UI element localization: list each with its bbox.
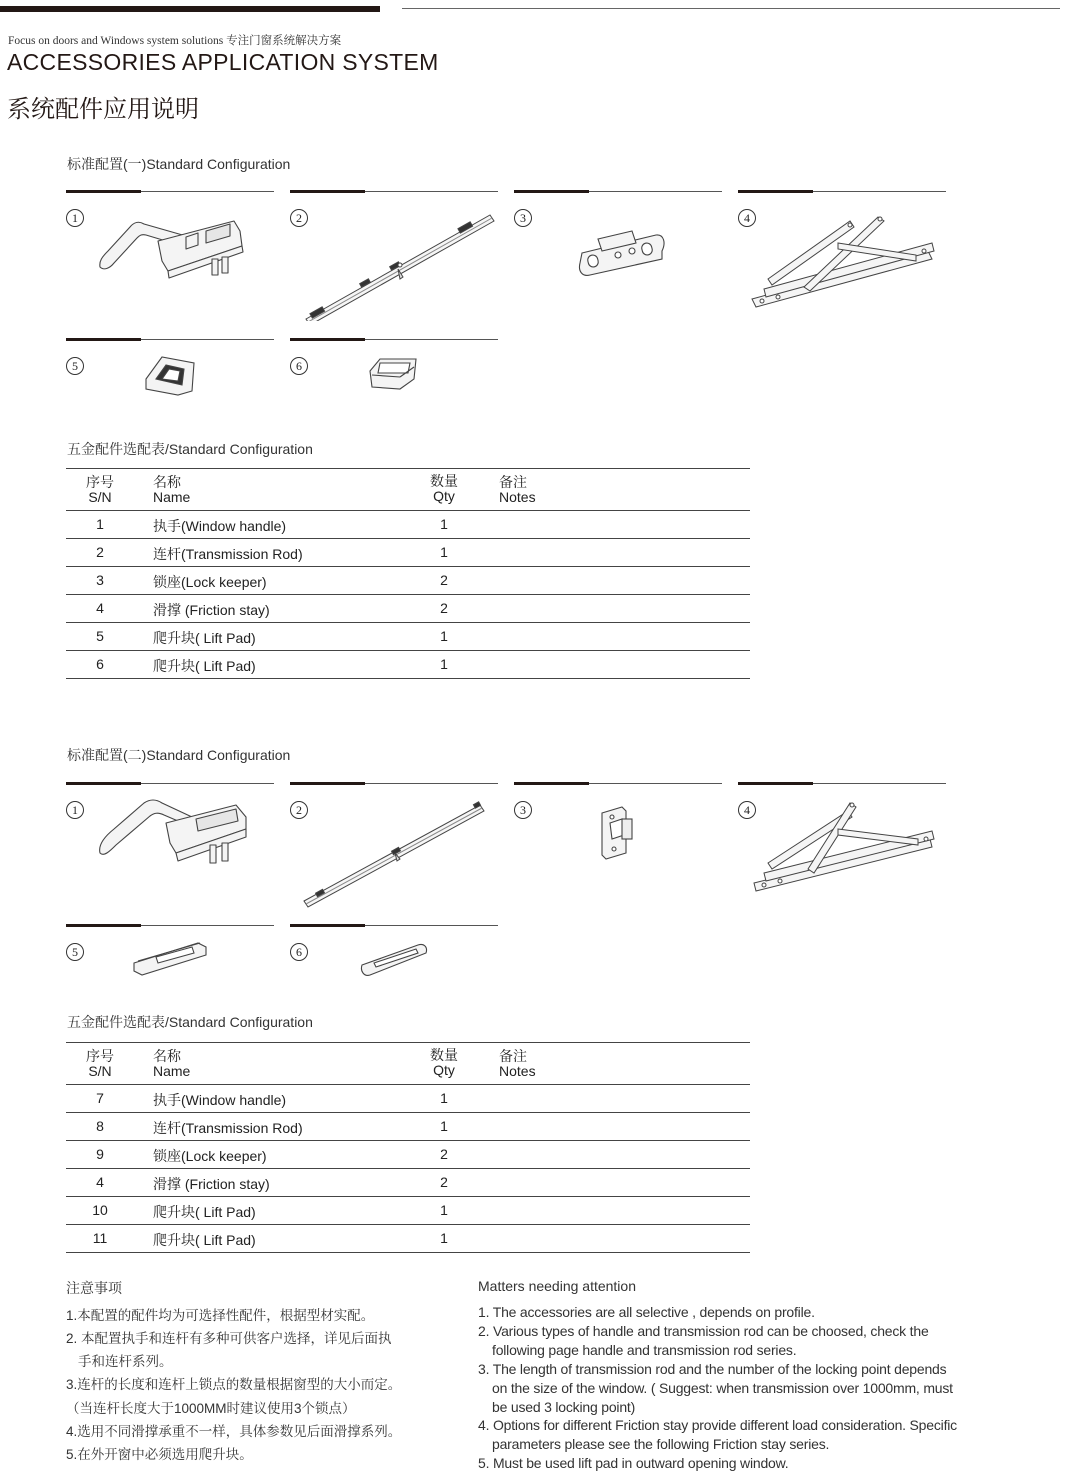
header-notes-zh: 备注 — [499, 1048, 527, 1064]
cell-name: 滑撑 (Friction stay) — [153, 602, 270, 618]
header-name-en: Name — [153, 1063, 191, 1079]
part-cell-1 — [66, 783, 274, 913]
note-en-line: 1. The accessories are all selective , depends on profile. — [478, 1304, 815, 1320]
config-label-2: 标准配置(二)Standard Configuration — [67, 747, 291, 763]
table-label-2: 五金配件选配表/Standard Configuration — [67, 1014, 313, 1030]
table-row — [66, 1225, 750, 1253]
header-sn-zh: 序号 — [86, 474, 114, 490]
table-label-1: 五金配件选配表/Standard Configuration — [67, 441, 313, 457]
header-qty-zh: 数量 — [430, 1047, 458, 1063]
table-row — [66, 595, 750, 623]
header-rule-thin — [402, 8, 1060, 9]
note-en-line: parameters please see the following Friction stay series. — [492, 1436, 830, 1452]
window-handle-icon — [66, 191, 274, 321]
table-header — [66, 1042, 750, 1085]
header-sn-zh: 序号 — [86, 1048, 114, 1064]
note-en-line: on the size of the window. ( Suggest: when transmission over 1000mm, must — [492, 1380, 953, 1396]
cell-sn: 7 — [96, 1090, 104, 1106]
part-cell-4 — [738, 783, 946, 913]
cell-name: 锁座(Lock keeper) — [153, 574, 267, 590]
header-qty-en: Qty — [433, 1062, 455, 1078]
part-number: 4 — [738, 801, 756, 819]
part-number: 5 — [66, 943, 84, 961]
cell-qty: 1 — [440, 1230, 448, 1246]
cell-qty: 2 — [440, 572, 448, 588]
config-table-1 — [66, 468, 750, 679]
part-cell-3 — [514, 191, 722, 321]
cell-name: 爬升块( Lift Pad) — [153, 1232, 256, 1248]
cell-qty: 1 — [440, 656, 448, 672]
part-cell-3 — [514, 783, 722, 913]
table-row — [66, 1113, 750, 1141]
table-row — [66, 1197, 750, 1225]
header-sn-en: S/N — [88, 489, 112, 505]
note-en-line: 3. The length of transmission rod and the number of the locking point depends — [478, 1361, 947, 1377]
part-number: 2 — [290, 801, 308, 819]
transmission-rod-icon — [290, 191, 498, 321]
cell-sn: 4 — [96, 1174, 104, 1190]
header-qty-en: Qty — [433, 488, 455, 504]
cell-qty: 1 — [440, 516, 448, 532]
header-qty-zh: 数量 — [430, 473, 458, 489]
cell-qty: 2 — [440, 1174, 448, 1190]
config-label-1: 标准配置(一)Standard Configuration — [67, 156, 291, 172]
note-en-line: 4. Options for different Friction stay provide different load consideration. Specific — [478, 1417, 957, 1433]
transmission-rod-icon — [290, 783, 498, 913]
cell-name: 连杆(Transmission Rod) — [153, 546, 303, 562]
header-name-zh: 名称 — [153, 474, 181, 490]
lift-pad-icon — [290, 925, 498, 985]
part-number: 2 — [290, 209, 308, 227]
cell-name: 爬升块( Lift Pad) — [153, 1204, 256, 1220]
notes-title-en: Matters needing attention — [478, 1278, 636, 1294]
lift-pad-icon — [66, 925, 274, 985]
window-handle-icon — [66, 783, 274, 913]
cell-sn: 3 — [96, 572, 104, 588]
part-cell-6 — [290, 339, 498, 469]
part-number: 4 — [738, 209, 756, 227]
cell-name: 爬升块( Lift Pad) — [153, 630, 256, 646]
part-number: 1 — [66, 209, 84, 227]
cell-name: 爬升块( Lift Pad) — [153, 658, 256, 674]
cell-sn: 8 — [96, 1118, 104, 1134]
note-en-line: 5. Must be used lift pad in outward opening window. — [478, 1455, 789, 1471]
cell-sn: 4 — [96, 600, 104, 616]
lock-keeper-icon — [514, 191, 722, 321]
header-notes-en: Notes — [499, 489, 536, 505]
cell-sn: 2 — [96, 544, 104, 560]
table-row — [66, 511, 750, 539]
cell-name: 执手(Window handle) — [153, 1092, 287, 1108]
note-en-line: following page handle and transmission rod series. — [492, 1342, 797, 1358]
part-cell-4 — [738, 191, 946, 321]
part-number: 1 — [66, 801, 84, 819]
note-zh-line: 4.选用不同滑撑承重不一样，具体参数见后面滑撑系列。 — [66, 1424, 402, 1439]
note-zh-line: 5.在外开窗中必须选用爬升块。 — [66, 1447, 253, 1462]
note-zh-line: （当连杆长度大于1000MM时建议使用3个锁点） — [66, 1401, 356, 1416]
cell-sn: 11 — [92, 1230, 108, 1246]
part-cell-1 — [66, 191, 274, 321]
part-cell-5 — [66, 925, 274, 1055]
cell-name: 连杆(Transmission Rod) — [153, 1120, 303, 1136]
cell-name: 滑撑 (Friction stay) — [153, 1176, 270, 1192]
page-title-zh: 系统配件应用说明 — [7, 96, 199, 123]
part-number: 6 — [290, 943, 308, 961]
note-zh-line: 3.连杆的长度和连杆上锁点的数量根据窗型的大小而定。 — [66, 1377, 402, 1392]
note-en-line: 2. Various types of handle and transmission rod can be choosed, check the — [478, 1323, 929, 1339]
cell-sn: 9 — [96, 1146, 104, 1162]
note-en-line: be used 3 locking point) — [492, 1399, 636, 1415]
cell-qty: 1 — [440, 1202, 448, 1218]
cell-name: 锁座(Lock keeper) — [153, 1148, 267, 1164]
note-zh-line: 1.本配置的配件均为可选择性配件，根据型材实配。 — [66, 1308, 375, 1323]
header-notes-zh: 备注 — [499, 474, 527, 490]
header-notes-en: Notes — [499, 1063, 536, 1079]
cell-qty: 2 — [440, 1146, 448, 1162]
cell-sn: 6 — [96, 656, 104, 672]
part-number: 3 — [514, 209, 532, 227]
part-cell-2 — [290, 783, 498, 913]
table-row — [66, 539, 750, 567]
cell-qty: 1 — [440, 1090, 448, 1106]
table-row — [66, 567, 750, 595]
table-row — [66, 1085, 750, 1113]
lock-keeper-icon — [514, 783, 722, 913]
part-number: 5 — [66, 357, 84, 375]
cell-qty: 1 — [440, 544, 448, 560]
cell-sn: 10 — [92, 1202, 108, 1218]
note-zh-line: 手和连杆系列。 — [78, 1354, 173, 1369]
friction-stay-icon — [738, 783, 946, 913]
page-title-en: ACCESSORIES APPLICATION SYSTEM — [7, 49, 439, 75]
table-row — [66, 651, 750, 679]
notes-title-zh: 注意事项 — [66, 1280, 122, 1296]
cell-qty: 2 — [440, 600, 448, 616]
part-number: 3 — [514, 801, 532, 819]
lift-pad-icon — [66, 339, 274, 409]
config-table-2 — [66, 1042, 750, 1253]
cell-name: 执手(Window handle) — [153, 518, 287, 534]
tagline: Focus on doors and Windows system solutions 专注门窗系统解决方案 — [8, 35, 342, 47]
friction-stay-icon — [738, 191, 946, 321]
header-sn-en: S/N — [88, 1063, 112, 1079]
cell-qty: 1 — [440, 1118, 448, 1134]
note-zh-line: 2. 本配置执手和连杆有多种可供客户选择，详见后面执 — [66, 1331, 392, 1346]
lift-pad-icon — [290, 339, 498, 409]
part-number: 6 — [290, 357, 308, 375]
header-name-en: Name — [153, 489, 191, 505]
table-row — [66, 1141, 750, 1169]
part-cell-2 — [290, 191, 498, 321]
cell-sn: 5 — [96, 628, 104, 644]
header-rule-thick — [0, 6, 380, 12]
cell-sn: 1 — [96, 516, 104, 532]
part-cell-6 — [290, 925, 498, 1055]
header-name-zh: 名称 — [153, 1048, 181, 1064]
table-row — [66, 1169, 750, 1197]
cell-qty: 1 — [440, 628, 448, 644]
table-header — [66, 468, 750, 511]
table-row — [66, 623, 750, 651]
